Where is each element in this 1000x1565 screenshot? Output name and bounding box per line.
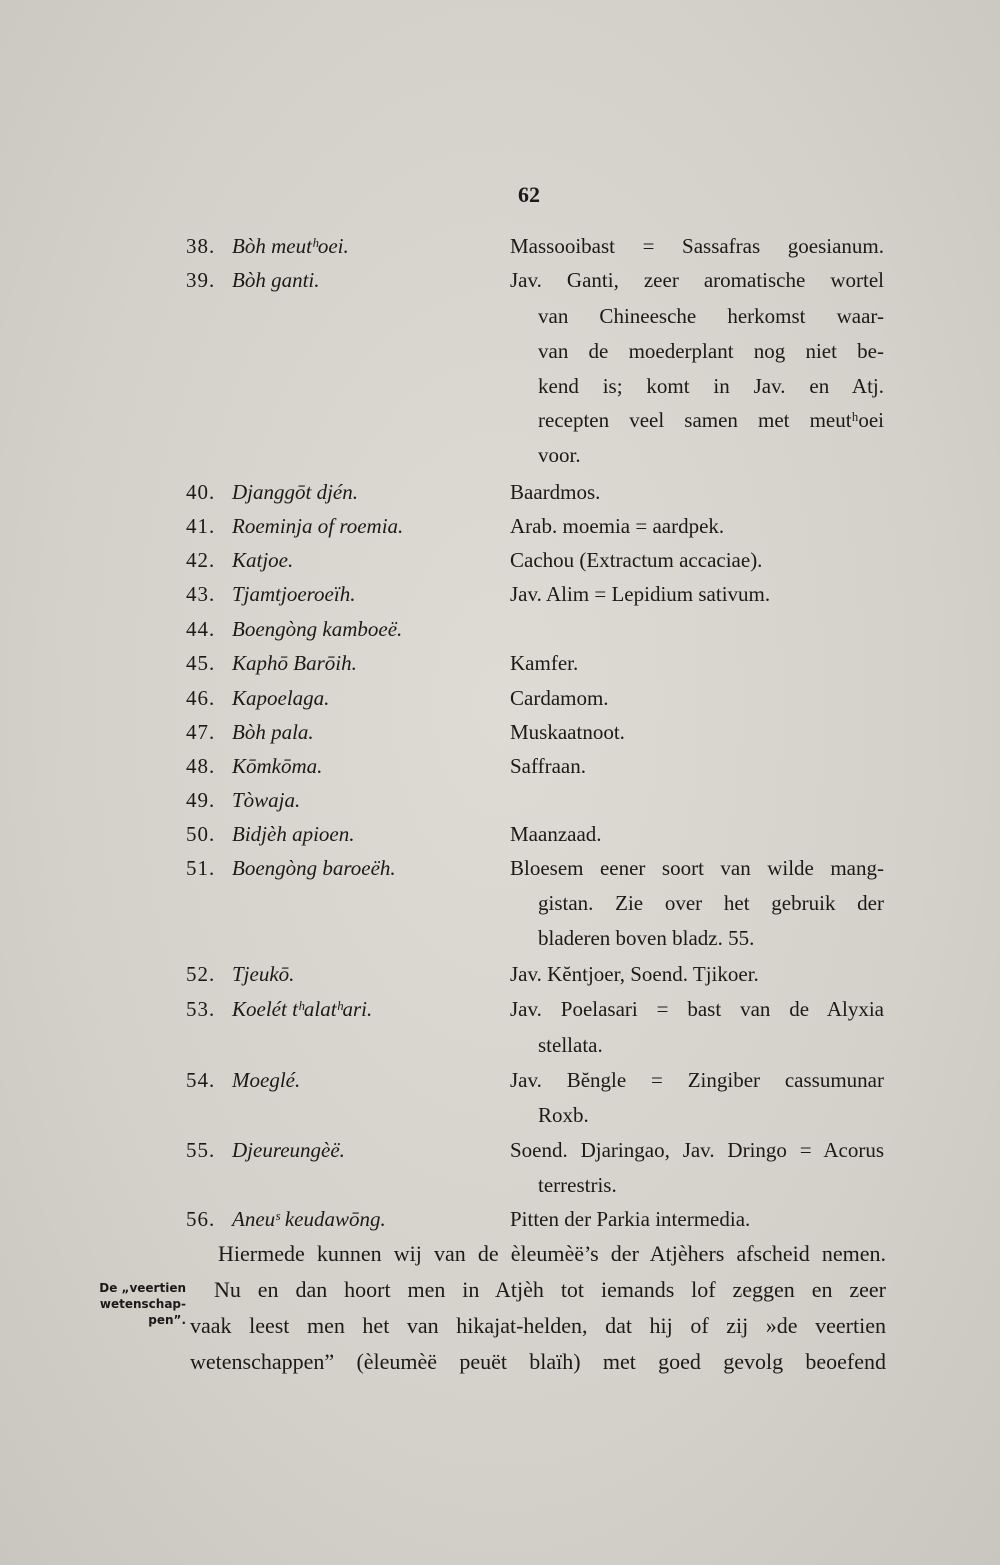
description-line: van Chineesche herkomst waar- bbox=[538, 304, 884, 328]
entry-term: Djeureungèë. bbox=[232, 1138, 345, 1162]
entry-number: 55. bbox=[186, 1138, 216, 1162]
description-continuation bbox=[0, 1103, 1000, 1137]
entry-number: 39. bbox=[186, 268, 216, 292]
entry-term: Kapoelaga. bbox=[232, 686, 330, 710]
entry-number: 52. bbox=[186, 962, 216, 986]
entry-number: 45. bbox=[186, 651, 216, 675]
paragraph-line: Nu en dan hoort men in Atjèh tot iemands lof zeggen en zeer bbox=[214, 1277, 886, 1302]
description-continuation bbox=[0, 1173, 1000, 1207]
description-line: recepten veel samen met meutʰoei bbox=[538, 408, 884, 432]
entry-term: Tjamtjoeroeïh. bbox=[232, 582, 356, 606]
entry-description: Maanzaad. bbox=[510, 822, 602, 846]
list-item bbox=[0, 582, 1000, 616]
description-line: terrestris. bbox=[538, 1173, 617, 1197]
list-item bbox=[0, 962, 1000, 996]
entry-description: Muskaatnoot. bbox=[510, 720, 625, 744]
entry-number: 41. bbox=[186, 514, 216, 538]
entry-number: 46. bbox=[186, 686, 216, 710]
entry-description: Soend. Djaringao, Jav. Dringo = Acorus bbox=[510, 1138, 884, 1162]
list-item bbox=[0, 268, 1000, 302]
description-continuation bbox=[0, 926, 1000, 960]
list-item bbox=[0, 720, 1000, 754]
description-continuation bbox=[0, 374, 1000, 408]
list-item bbox=[0, 234, 1000, 268]
entry-term: Bidjèh apioen. bbox=[232, 822, 355, 846]
margin-note-line: pen”. bbox=[148, 1313, 186, 1327]
list-item bbox=[0, 686, 1000, 720]
list-item bbox=[0, 997, 1000, 1031]
entry-term: Aneuˢ keudawōng. bbox=[232, 1207, 386, 1231]
entry-number: 51. bbox=[186, 856, 216, 880]
entry-description: Jav. Bĕngle = Zingiber cassumunar bbox=[510, 1068, 884, 1092]
entry-description: Cachou (Extractum accaciae). bbox=[510, 548, 763, 572]
description-continuation bbox=[0, 891, 1000, 925]
list-item bbox=[0, 514, 1000, 548]
description-line: Roxb. bbox=[538, 1103, 589, 1127]
entry-number: 44. bbox=[186, 617, 216, 641]
entry-term: Boengòng kamboeë. bbox=[232, 617, 403, 641]
description-line: stellata. bbox=[538, 1033, 603, 1057]
entry-term: Tòwaja. bbox=[232, 788, 301, 812]
entry-term: Moeglé. bbox=[232, 1068, 301, 1092]
description-line: bladeren boven bladz. 55. bbox=[538, 926, 755, 950]
description-line: kend is; komt in Jav. en Atj. bbox=[538, 374, 884, 398]
entry-description: Bloesem eener soort van wilde mang- bbox=[510, 856, 884, 880]
entry-number: 38. bbox=[186, 234, 216, 258]
paragraph-line: vaak leest men het van hikajat-helden, dat hij of zij »de veertien bbox=[190, 1313, 886, 1338]
entry-number: 56. bbox=[186, 1207, 216, 1231]
entry-term: Djanggōt djén. bbox=[232, 480, 358, 504]
list-item bbox=[0, 1138, 1000, 1172]
entry-description: Massooibast = Sassafras goesianum. bbox=[510, 234, 884, 258]
entry-description: Jav. Ganti, zeer aromatische wortel bbox=[510, 268, 884, 292]
list-item bbox=[0, 754, 1000, 788]
entry-number: 54. bbox=[186, 1068, 216, 1092]
entry-term: Boengòng baroeëh. bbox=[232, 856, 396, 880]
paragraph-line: Hiermede kunnen wij van de èleumèë’s der Atjèhers afscheid nemen. bbox=[218, 1241, 886, 1266]
entry-description: Kamfer. bbox=[510, 651, 579, 675]
entry-term: Katjoe. bbox=[232, 548, 294, 572]
entry-term: Bòh meutʰoei. bbox=[232, 234, 349, 258]
entry-term: Tjeukō. bbox=[232, 962, 295, 986]
list-item bbox=[0, 617, 1000, 651]
list-item bbox=[0, 1068, 1000, 1102]
entry-number: 47. bbox=[186, 720, 216, 744]
entry-description: Jav. Alim = Lepidium sativum. bbox=[510, 582, 771, 606]
entry-number: 53. bbox=[186, 997, 216, 1021]
list-item bbox=[0, 480, 1000, 514]
margin-note bbox=[74, 1280, 186, 1328]
entry-number: 42. bbox=[186, 548, 216, 572]
description-line: van de moederplant nog niet be- bbox=[538, 339, 884, 363]
entry-description: Jav. Poelasari = bast van de Alyxia bbox=[510, 997, 884, 1021]
description-continuation bbox=[0, 408, 1000, 442]
entry-description: Pitten der Parkia intermedia. bbox=[510, 1207, 751, 1231]
description-continuation bbox=[0, 304, 1000, 338]
margin-note-line: De „veertien bbox=[99, 1281, 186, 1295]
description-continuation bbox=[0, 1033, 1000, 1067]
list-item bbox=[0, 1207, 1000, 1241]
paragraph-line: wetenschappen” (èleumèë peuët blaïh) met goed gevolg beoefend bbox=[190, 1349, 886, 1374]
margin-note-line: wetenschap- bbox=[99, 1297, 186, 1311]
entry-description: Jav. Kĕntjoer, Soend. Tjikoer. bbox=[510, 962, 759, 986]
entry-number: 48. bbox=[186, 754, 216, 778]
list-item bbox=[0, 651, 1000, 685]
list-item bbox=[0, 822, 1000, 856]
entry-term: Koelét tʰalatʰari. bbox=[232, 997, 373, 1021]
entry-number: 50. bbox=[186, 822, 216, 846]
description-continuation bbox=[0, 443, 1000, 477]
entry-term: Bòh pala. bbox=[232, 720, 314, 744]
description-continuation bbox=[0, 339, 1000, 373]
entry-number: 49. bbox=[186, 788, 216, 812]
description-line: gistan. Zie over het gebruik der bbox=[538, 891, 884, 915]
entry-term: Kaphō Barōih. bbox=[232, 651, 357, 675]
list-item bbox=[0, 856, 1000, 890]
entry-description: Arab. moemia = aardpek. bbox=[510, 514, 725, 538]
entry-number: 43. bbox=[186, 582, 216, 606]
page-number: 62 bbox=[518, 182, 540, 207]
entry-description: Baardmos. bbox=[510, 480, 601, 504]
entry-description: Cardamom. bbox=[510, 686, 609, 710]
description-line: voor. bbox=[538, 443, 581, 467]
entry-description: Saffraan. bbox=[510, 754, 586, 778]
entry-term: Kōmkōma. bbox=[232, 754, 323, 778]
list-item bbox=[0, 548, 1000, 582]
list-item bbox=[0, 788, 1000, 822]
entry-term: Roeminja of roemia. bbox=[232, 514, 404, 538]
entry-number: 40. bbox=[186, 480, 216, 504]
entry-term: Bòh ganti. bbox=[232, 268, 320, 292]
